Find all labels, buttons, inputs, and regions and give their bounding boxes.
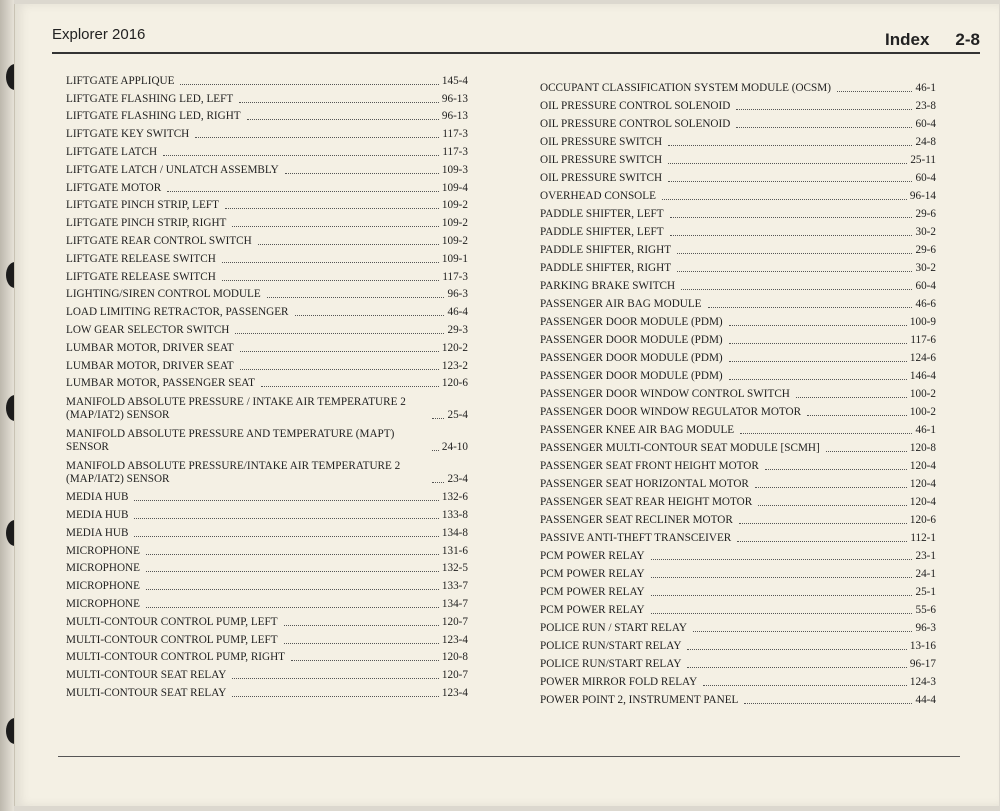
entry-name: LIFTGATE PINCH STRIP, LEFT (66, 199, 219, 212)
entry-name: POWER MIRROR FOLD RELAY (540, 676, 698, 688)
entry-page: 96-14 (909, 190, 936, 202)
index-entry (540, 311, 936, 329)
page-header (885, 30, 980, 50)
entry-name: LIFTGATE LATCH (66, 145, 158, 158)
entry-page: 120-6 (441, 377, 468, 390)
index-entry (66, 212, 468, 230)
entry-name: LIGHTING/SIREN CONTROL MODULE (66, 288, 261, 301)
dot-leader (232, 678, 439, 679)
dot-leader (146, 607, 439, 608)
page-number: 2-8 (955, 30, 980, 49)
index-entry (540, 671, 936, 689)
entry-name: MICROPHONE (66, 562, 140, 575)
dot-leader (670, 235, 913, 236)
entry-name: MEDIA HUB (66, 508, 129, 521)
entry-name: PASSENGER DOOR MODULE (PDM) (540, 352, 723, 364)
index-entry (66, 611, 468, 629)
dot-leader (284, 625, 439, 626)
dot-leader (432, 450, 439, 451)
index-entry (540, 527, 936, 545)
entry-page: 24-10 (441, 441, 468, 454)
entry-name: PARKING BRAKE SWITCH (540, 280, 676, 292)
entry-name: PADDLE SHIFTER, LEFT (540, 226, 664, 238)
index-entry (66, 558, 468, 576)
entry-name: MICROPHONE (66, 580, 140, 593)
dot-leader (240, 369, 439, 370)
entry-page: 133-7 (441, 580, 468, 593)
index-column-right (540, 77, 936, 707)
entry-name: PASSENGER SEAT RECLINER MOTOR (540, 514, 733, 526)
entry-name: LOW GEAR SELECTOR SWITCH (66, 323, 230, 336)
entry-page: 120-4 (909, 460, 936, 472)
dot-leader (232, 226, 439, 227)
dot-leader (826, 451, 907, 452)
entry-page: 25-4 (447, 409, 468, 422)
entry-page: 120-8 (909, 442, 936, 454)
entry-page: 46-6 (915, 298, 936, 310)
dot-leader (729, 361, 907, 362)
index-entry (540, 599, 936, 617)
entry-name: OIL PRESSURE SWITCH (540, 136, 663, 148)
index-entry (66, 664, 468, 682)
entry-page: 117-3 (442, 145, 468, 158)
dot-leader (668, 163, 907, 164)
entry-page: 117-3 (442, 128, 468, 141)
index-entry (66, 593, 468, 611)
entry-name: LIFTGATE FLASHING LED, RIGHT (66, 110, 241, 123)
footer-rule (58, 756, 960, 757)
entry-page: 30-2 (915, 262, 936, 274)
index-entry (66, 422, 468, 454)
dot-leader (737, 541, 907, 542)
index-entry (540, 293, 936, 311)
entry-name: PASSENGER DOOR MODULE (PDM) (540, 370, 723, 382)
index-entry (540, 149, 936, 167)
dot-leader (693, 631, 912, 632)
entry-page: 146-4 (909, 370, 936, 382)
entry-page: 25-1 (915, 586, 936, 598)
index-entry (540, 95, 936, 113)
index-entry (66, 195, 468, 213)
dot-leader (729, 325, 907, 326)
entry-page: 109-3 (441, 163, 468, 176)
dot-leader (163, 155, 439, 156)
entry-name: PCM POWER RELAY (540, 586, 645, 598)
dot-leader (195, 137, 439, 138)
entry-page: 60-4 (915, 172, 936, 184)
index-entry (66, 248, 468, 266)
index-entry (66, 337, 468, 355)
entry-name: PASSENGER SEAT REAR HEIGHT MOTOR (540, 496, 753, 508)
entry-name: MICROPHONE (66, 544, 140, 557)
entry-name: PADDLE SHIFTER, RIGHT (540, 244, 672, 256)
dot-leader (134, 500, 438, 501)
entry-name: PADDLE SHIFTER, RIGHT (540, 262, 672, 274)
dot-leader (284, 643, 439, 644)
dot-leader (222, 280, 440, 281)
dot-leader (232, 696, 439, 697)
index-entry (540, 329, 936, 347)
index-entry (66, 284, 468, 302)
dot-leader (222, 262, 439, 263)
entry-name: PASSENGER SEAT HORIZONTAL MOTOR (540, 478, 749, 490)
header-rule (52, 52, 980, 54)
dot-leader (146, 554, 439, 555)
entry-name: LIFTGATE RELEASE SWITCH (66, 252, 216, 265)
entry-page: 145-4 (441, 74, 468, 87)
dot-leader (180, 84, 438, 85)
index-entry (540, 437, 936, 455)
entry-page: 60-4 (915, 118, 936, 130)
entry-name: MEDIA HUB (66, 526, 129, 539)
entry-name: MANIFOLD ABSOLUTE PRESSURE/INTAKE AIR TEMPERATURE 2 (MAP/IAT2) SENSOR (66, 460, 401, 486)
dot-leader (651, 595, 913, 596)
entry-page: 55-6 (915, 604, 936, 616)
entry-name: LUMBAR MOTOR, PASSENGER SEAT (66, 377, 255, 390)
index-entry (66, 682, 468, 700)
entry-name: POLICE RUN / START RELAY (540, 622, 687, 634)
entry-page: 23-1 (915, 550, 936, 562)
entry-page: 131-6 (441, 544, 468, 557)
document-title: Explorer 2016 (52, 26, 146, 43)
entry-name: MULTI-CONTOUR CONTROL PUMP, RIGHT (66, 651, 285, 664)
dot-leader (708, 307, 913, 308)
index-entry (540, 167, 936, 185)
entry-page: 120-4 (909, 496, 936, 508)
dot-leader (432, 482, 444, 483)
index-entry (540, 383, 936, 401)
entry-name: LIFTGATE LATCH / UNLATCH ASSEMBLY (66, 163, 279, 176)
index-entry (540, 185, 936, 203)
entry-page: 46-1 (915, 424, 936, 436)
entry-page: 120-7 (441, 669, 468, 682)
index-entry (540, 491, 936, 509)
entry-name: PASSENGER DOOR MODULE (PDM) (540, 316, 723, 328)
index-entry (540, 401, 936, 419)
dot-leader (837, 91, 913, 92)
index-entry (66, 522, 468, 540)
index-entry (66, 177, 468, 195)
entry-name: LIFTGATE FLASHING LED, LEFT (66, 92, 234, 105)
index-entry (540, 545, 936, 563)
entry-page: 60-4 (915, 280, 936, 292)
index-entry (540, 653, 936, 671)
entry-page: 117-3 (442, 270, 468, 283)
index-entry (66, 355, 468, 373)
dot-leader (729, 379, 907, 380)
index-entry (540, 113, 936, 131)
entry-page: 124-3 (909, 676, 936, 688)
dot-leader (796, 397, 907, 398)
index-entry (540, 221, 936, 239)
dot-leader (651, 613, 913, 614)
index-entry (540, 509, 936, 527)
entry-name: POLICE RUN/START RELAY (540, 640, 682, 652)
entry-name: OIL PRESSURE CONTROL SOLENOID (540, 118, 731, 130)
entry-name: LOAD LIMITING RETRACTOR, PASSENGER (66, 306, 289, 319)
entry-name: POWER POINT 2, INSTRUMENT PANEL (540, 694, 739, 706)
dot-leader (295, 315, 445, 316)
entry-name: PADDLE SHIFTER, LEFT (540, 208, 664, 220)
entry-page: 96-3 (915, 622, 936, 634)
entry-page: 96-13 (441, 110, 468, 123)
entry-page: 30-2 (915, 226, 936, 238)
entry-page: 24-8 (915, 136, 936, 148)
entry-page: 96-3 (447, 288, 468, 301)
index-entry (540, 455, 936, 473)
entry-page: 117-6 (910, 334, 936, 346)
index-entry (540, 563, 936, 581)
entry-page: 29-3 (447, 323, 468, 336)
index-entry (540, 275, 936, 293)
entry-page: 46-4 (447, 306, 468, 319)
entry-page: 96-17 (909, 658, 936, 670)
dot-leader (651, 577, 913, 578)
index-entry (66, 159, 468, 177)
dot-leader (662, 199, 907, 200)
index-entry (540, 617, 936, 635)
dot-leader (740, 433, 912, 434)
index-entry (540, 239, 936, 257)
dot-leader (225, 208, 439, 209)
index-entry (66, 301, 468, 319)
entry-name: POLICE RUN/START RELAY (540, 658, 682, 670)
entry-name: LIFTGATE KEY SWITCH (66, 128, 190, 141)
entry-page: 29-6 (915, 244, 936, 256)
dot-leader (134, 536, 438, 537)
entry-page: 100-2 (909, 388, 936, 400)
dot-leader (739, 523, 907, 524)
index-entry (66, 486, 468, 504)
dot-leader (736, 109, 912, 110)
entry-name: LUMBAR MOTOR, DRIVER SEAT (66, 359, 234, 372)
index-entry (66, 70, 468, 88)
dot-leader (677, 253, 912, 254)
entry-page: 120-4 (909, 478, 936, 490)
dot-leader (432, 418, 444, 419)
dot-leader (146, 589, 439, 590)
entry-page: 13-16 (909, 640, 936, 652)
index-entry (540, 419, 936, 437)
entry-page: 46-1 (915, 82, 936, 94)
entry-page: 109-2 (441, 217, 468, 230)
entry-page: 132-5 (441, 562, 468, 575)
entry-page: 123-4 (441, 686, 468, 699)
dot-leader (670, 217, 913, 218)
index-entry (66, 454, 468, 486)
entry-name: PCM POWER RELAY (540, 568, 645, 580)
dot-leader (765, 469, 907, 470)
entry-page: 109-2 (441, 234, 468, 247)
entry-page: 29-6 (915, 208, 936, 220)
index-entry (540, 365, 936, 383)
entry-page: 23-8 (915, 100, 936, 112)
dot-leader (247, 119, 439, 120)
entry-page: 25-11 (910, 154, 936, 166)
entry-name: PCM POWER RELAY (540, 604, 645, 616)
dot-leader (755, 487, 907, 488)
dot-leader (807, 415, 907, 416)
entry-page: 100-2 (909, 406, 936, 418)
index-entry (66, 141, 468, 159)
dot-leader (687, 667, 906, 668)
entry-page: 44-4 (915, 694, 936, 706)
index-entry (66, 266, 468, 284)
dot-leader (736, 127, 912, 128)
entry-name: PASSENGER SEAT FRONT HEIGHT MOTOR (540, 460, 759, 472)
dot-leader (687, 649, 906, 650)
dot-leader (239, 102, 439, 103)
entry-name: MANIFOLD ABSOLUTE PRESSURE / INTAKE AIR TEMPERATURE 2 (MAP/IAT2) SENSOR (66, 396, 406, 422)
index-entry (66, 504, 468, 522)
entry-name: LIFTGATE RELEASE SWITCH (66, 270, 216, 283)
entry-name: OIL PRESSURE SWITCH (540, 172, 663, 184)
dot-leader (758, 505, 907, 506)
index-entry (66, 540, 468, 558)
dot-leader (146, 571, 439, 572)
entry-name: LIFTGATE REAR CONTROL SWITCH (66, 234, 252, 247)
dot-leader (240, 351, 439, 352)
dot-leader (651, 559, 913, 560)
entry-name: OIL PRESSURE CONTROL SOLENOID (540, 100, 731, 112)
entry-name: PASSENGER DOOR MODULE (PDM) (540, 334, 723, 346)
dot-leader (134, 518, 438, 519)
entry-page: 96-13 (441, 92, 468, 105)
entry-page: 100-9 (909, 316, 936, 328)
index-entry (540, 581, 936, 599)
index-entry (66, 88, 468, 106)
index-entry (540, 77, 936, 95)
index-entry (66, 106, 468, 124)
dot-leader (744, 703, 912, 704)
entry-page: 109-4 (441, 181, 468, 194)
index-entry (66, 647, 468, 665)
entry-page: 120-7 (441, 615, 468, 628)
dot-leader (703, 685, 907, 686)
index-entry (540, 131, 936, 149)
index-entry (540, 203, 936, 221)
entry-name: PASSENGER KNEE AIR BAG MODULE (540, 424, 735, 436)
dot-leader (261, 386, 439, 387)
entry-page: 123-2 (441, 359, 468, 372)
entry-name: MULTI-CONTOUR SEAT RELAY (66, 686, 227, 699)
entry-name: OIL PRESSURE SWITCH (540, 154, 663, 166)
entry-name: OVERHEAD CONSOLE (540, 190, 656, 202)
index-entry (66, 390, 468, 422)
entry-name: LIFTGATE PINCH STRIP, RIGHT (66, 217, 227, 230)
entry-name: LIFTGATE MOTOR (66, 181, 162, 194)
entry-name: LUMBAR MOTOR, DRIVER SEAT (66, 341, 234, 354)
index-entry (540, 635, 936, 653)
dot-leader (285, 173, 439, 174)
entry-page: 132-6 (441, 491, 468, 504)
entry-page: 123-4 (441, 633, 468, 646)
index-entry (66, 373, 468, 391)
entry-name: PASSIVE ANTI-THEFT TRANSCEIVER (540, 532, 732, 544)
entry-page: 109-1 (441, 252, 468, 265)
entry-page: 112-1 (910, 532, 936, 544)
index-entry (540, 347, 936, 365)
dot-leader (729, 343, 908, 344)
entry-page: 134-7 (441, 597, 468, 610)
index-entry (66, 123, 468, 141)
dot-leader (677, 271, 912, 272)
index-entry (540, 257, 936, 275)
entry-name: LIFTGATE APPLIQUE (66, 74, 175, 87)
entry-page: 24-1 (915, 568, 936, 580)
section-title: Index (885, 30, 930, 49)
dot-leader (258, 244, 439, 245)
index-column-left (66, 70, 468, 700)
index-entry (66, 319, 468, 337)
entry-page: 23-4 (447, 473, 468, 486)
entry-name: MULTI-CONTOUR CONTROL PUMP, LEFT (66, 615, 278, 628)
entry-name: MULTI-CONTOUR CONTROL PUMP, LEFT (66, 633, 278, 646)
entry-page: 120-6 (909, 514, 936, 526)
dot-leader (235, 333, 444, 334)
dot-leader (681, 289, 912, 290)
dot-leader (167, 191, 439, 192)
entry-name: OCCUPANT CLASSIFICATION SYSTEM MODULE (OCSM) (540, 82, 831, 94)
index-entry (540, 689, 936, 707)
dot-leader (668, 145, 912, 146)
entry-name: MULTI-CONTOUR SEAT RELAY (66, 669, 227, 682)
entry-page: 133-8 (441, 508, 468, 521)
entry-name: PASSENGER DOOR WINDOW REGULATOR MOTOR (540, 406, 802, 418)
index-entry (66, 575, 468, 593)
entry-name: PCM POWER RELAY (540, 550, 645, 562)
entry-name: PASSENGER MULTI-CONTOUR SEAT MODULE [SCMH] (540, 442, 820, 454)
index-entry (66, 629, 468, 647)
entry-page: 124-6 (909, 352, 936, 364)
entry-page: 134-8 (441, 526, 468, 539)
entry-name: MICROPHONE (66, 597, 140, 610)
entry-name: MANIFOLD ABSOLUTE PRESSURE AND TEMPERATURE (MAPT) SENSOR (66, 428, 395, 454)
entry-name: PASSENGER DOOR WINDOW CONTROL SWITCH (540, 388, 790, 400)
dot-leader (291, 660, 439, 661)
entry-name: PASSENGER AIR BAG MODULE (540, 298, 702, 310)
entry-name: MEDIA HUB (66, 491, 129, 504)
entry-page: 109-2 (441, 199, 468, 212)
index-entry (66, 230, 468, 248)
index-entry (540, 473, 936, 491)
dot-leader (668, 181, 912, 182)
entry-page: 120-2 (441, 341, 468, 354)
entry-page: 120-8 (441, 651, 468, 664)
dot-leader (267, 297, 445, 298)
